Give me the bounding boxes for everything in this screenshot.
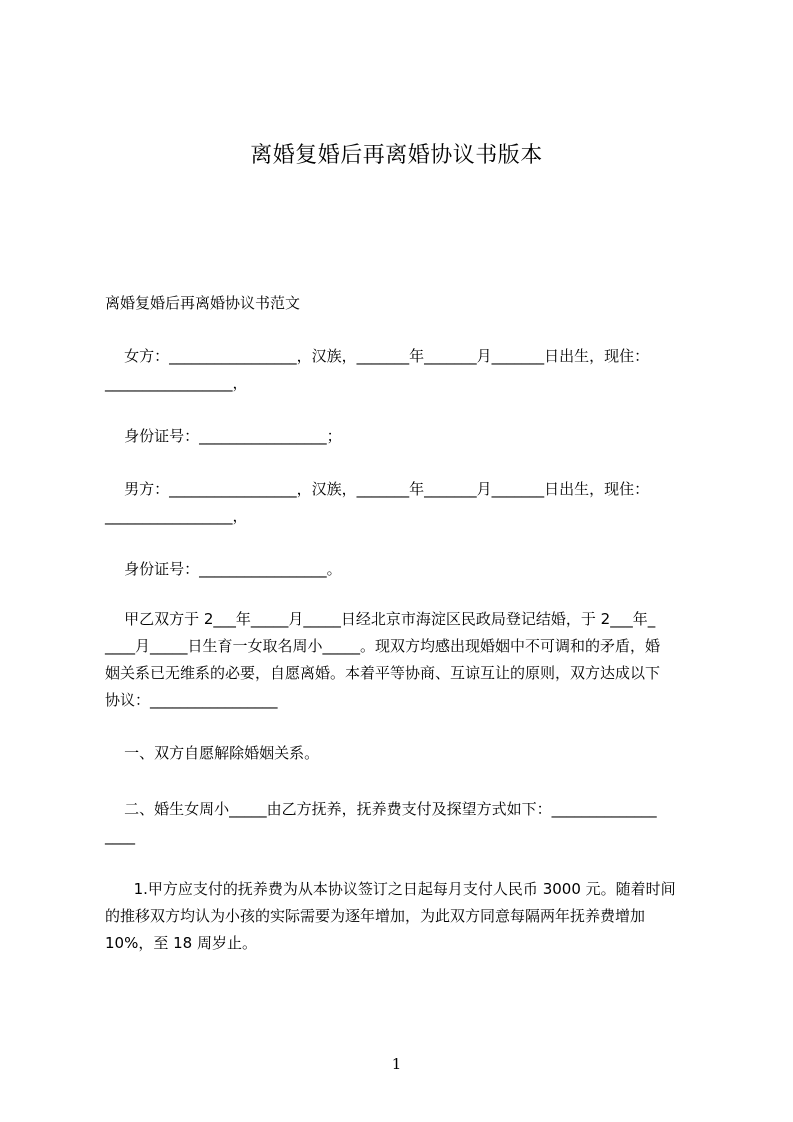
male-id-line: 身份证号：_________________。	[105, 560, 342, 578]
clause-2-line-1: 二、婚生女周小_____由乙方抚养，抚养费支付及探望方式如下：______________	[105, 800, 657, 818]
male-info-line-2: _________________，	[105, 507, 248, 525]
support-paragraph-line-3: 10%，至 18 周岁止。	[105, 934, 257, 952]
marriage-paragraph-line-4: 协议：_________________	[105, 691, 278, 709]
female-info-line-1: 女方：_________________，汉族，_______年_______月_______日出生，现住：	[105, 347, 650, 365]
marriage-paragraph-line-1: 甲乙双方于 2___年_____月_____日经北京市海淀区民政局登记结婚，于 2___年_	[105, 610, 656, 628]
document-subtitle: 离婚复婚后再离婚协议书范文	[105, 294, 301, 312]
female-info-line-2: _________________，	[105, 374, 248, 392]
support-paragraph-line-1: 1.甲方应支付的抚养费为从本协议签订之日起每月支付人民币 3000 元。随着时间	[105, 880, 676, 898]
support-paragraph-line-2: 的推移双方均认为小孩的实际需要为逐年增加，为此双方同意每隔两年抚养费增加	[105, 907, 646, 925]
document-title: 离婚复婚后再离婚协议书版本	[250, 143, 543, 168]
clause-1: 一、双方自愿解除婚姻关系。	[105, 744, 320, 762]
marriage-paragraph-line-3: 姻关系已无维系的必要，自愿离婚。本着平等协商、互谅互让的原则，双方达成以下	[105, 664, 661, 682]
clause-2-line-2: ____	[105, 827, 135, 845]
female-id-line: 身份证号：_________________；	[105, 427, 342, 445]
marriage-paragraph-line-2: ____月_____日生育一女取名周小_____。现双方均感出现婚姻中不可调和的矛盾，婚	[105, 637, 661, 655]
page-number: 1	[391, 1055, 402, 1073]
male-info-line-1: 男方：_________________，汉族，_______年_______月_______日出生，现住：	[105, 480, 650, 498]
